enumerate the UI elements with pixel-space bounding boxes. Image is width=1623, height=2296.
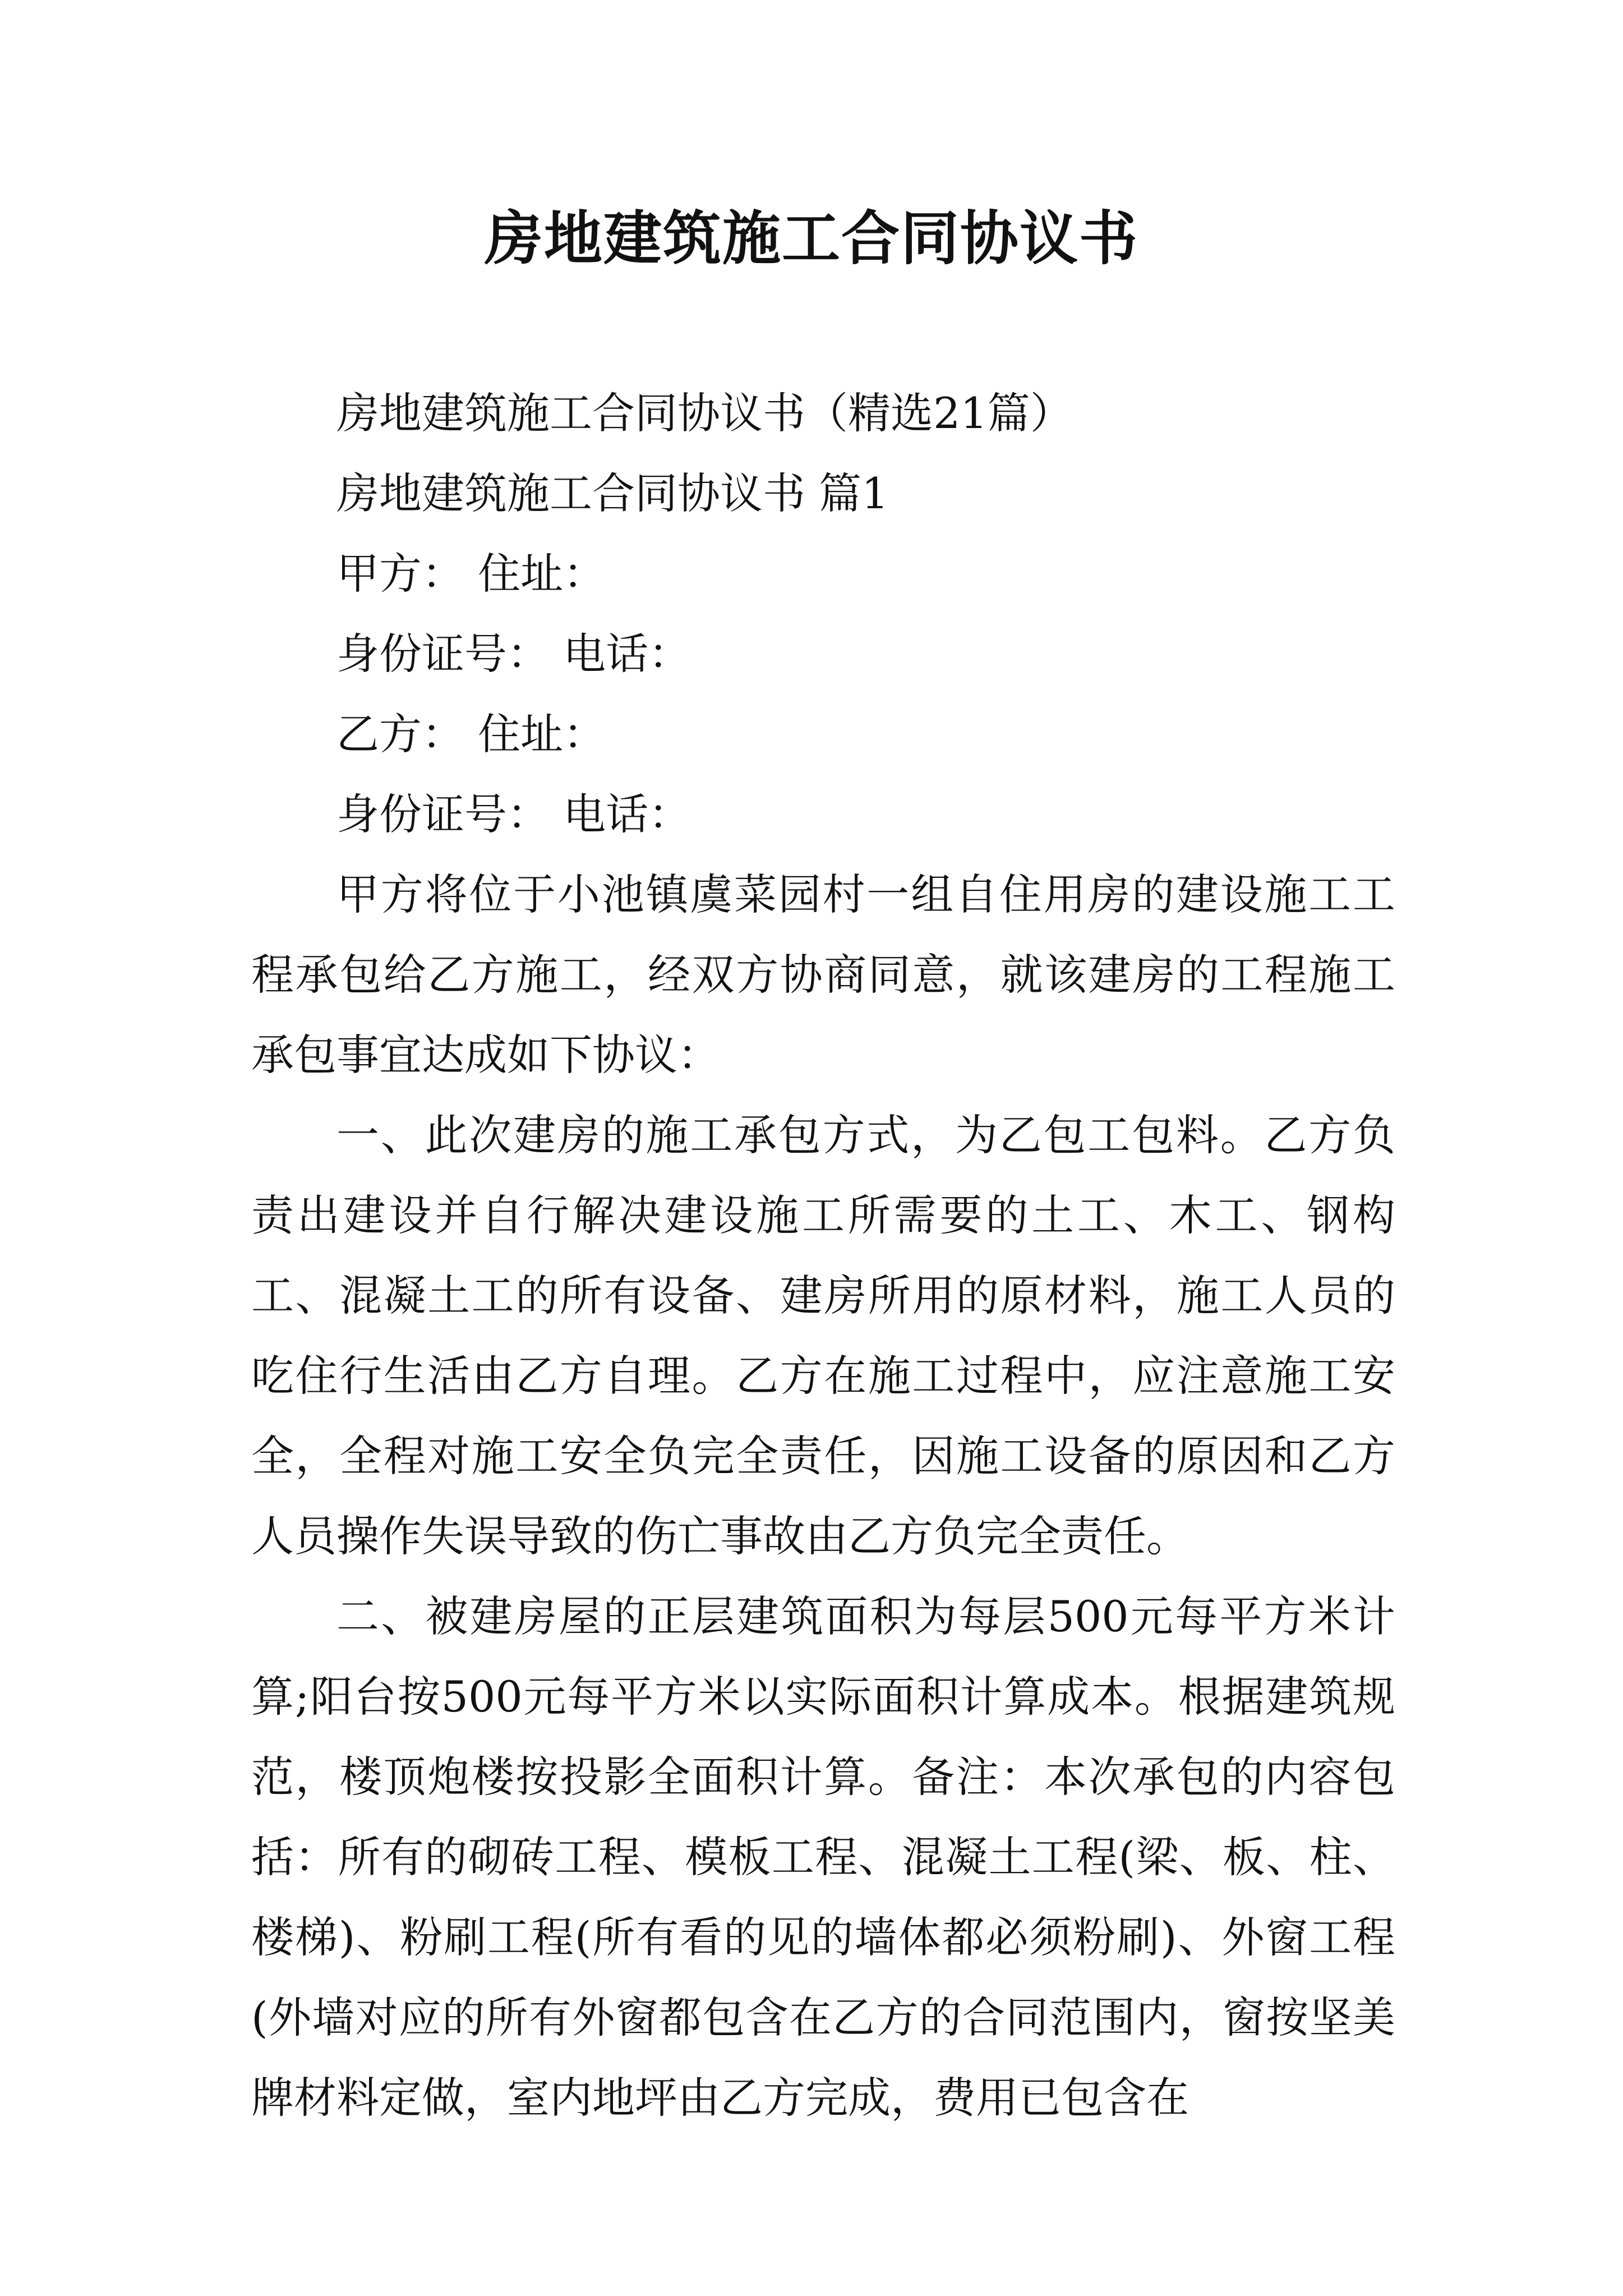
document-title: 房地建筑施工合同协议书 [484, 204, 1138, 273]
paragraph-intro: 甲方将位于小池镇虞菜园村一组自住用房的建设施工工程承包给乙方施工，经双方协商同意，就该建房的工程施工承包事宜达成如下协议： [251, 869, 1395, 1080]
section-heading: 房地建筑施工合同协议书 篇1 [336, 468, 889, 518]
paragraph-clause-2: 二、被建房屋的正层建筑面积为每层500元每平方米计算;阳台按500元每平方米以实际面积计算成本。根据建筑规范，楼顶炮楼按投影全面积计算。备注：本次承包的内容包括：所有的砌砖工程、模板工程、混凝土工程(梁、板、柱、楼梯)、粉刷工程(所有看的见的墙体都必须粉刷)、外窗工程(外墙对应的所有外窗都包含在乙方的合同范围内，窗按坚美牌材料定做，室内地坪由乙方完成，费用已包含在 [251, 1591, 1395, 2123]
document-body [251, 373, 1395, 2138]
document-subtitle: 房地建筑施工合同协议书（精选21篇） [336, 388, 1073, 438]
party-b-id-phone-line: 身份证号： 电话： [336, 789, 691, 839]
party-b-address-line: 乙方： 住址： [336, 709, 606, 759]
party-a-id-phone-line: 身份证号： 电话： [336, 629, 691, 679]
paragraph-clause-1: 一、此次建房的施工承包方式，为乙包工包料。乙方负责出建设并自行解决建设施工所需要的土工、木工、钢构工、混凝土工的所有设备、建房所用的原材料，施工人员的吃住行生活由乙方自理。乙方在施工过程中，应注意施工安全，全程对施工安全负完全责任，因施工设备的原因和乙方人员操作失误导致的伤亡事故由乙方负完全责任。 [251, 1110, 1395, 1561]
party-a-address-line: 甲方： 住址： [336, 549, 606, 599]
